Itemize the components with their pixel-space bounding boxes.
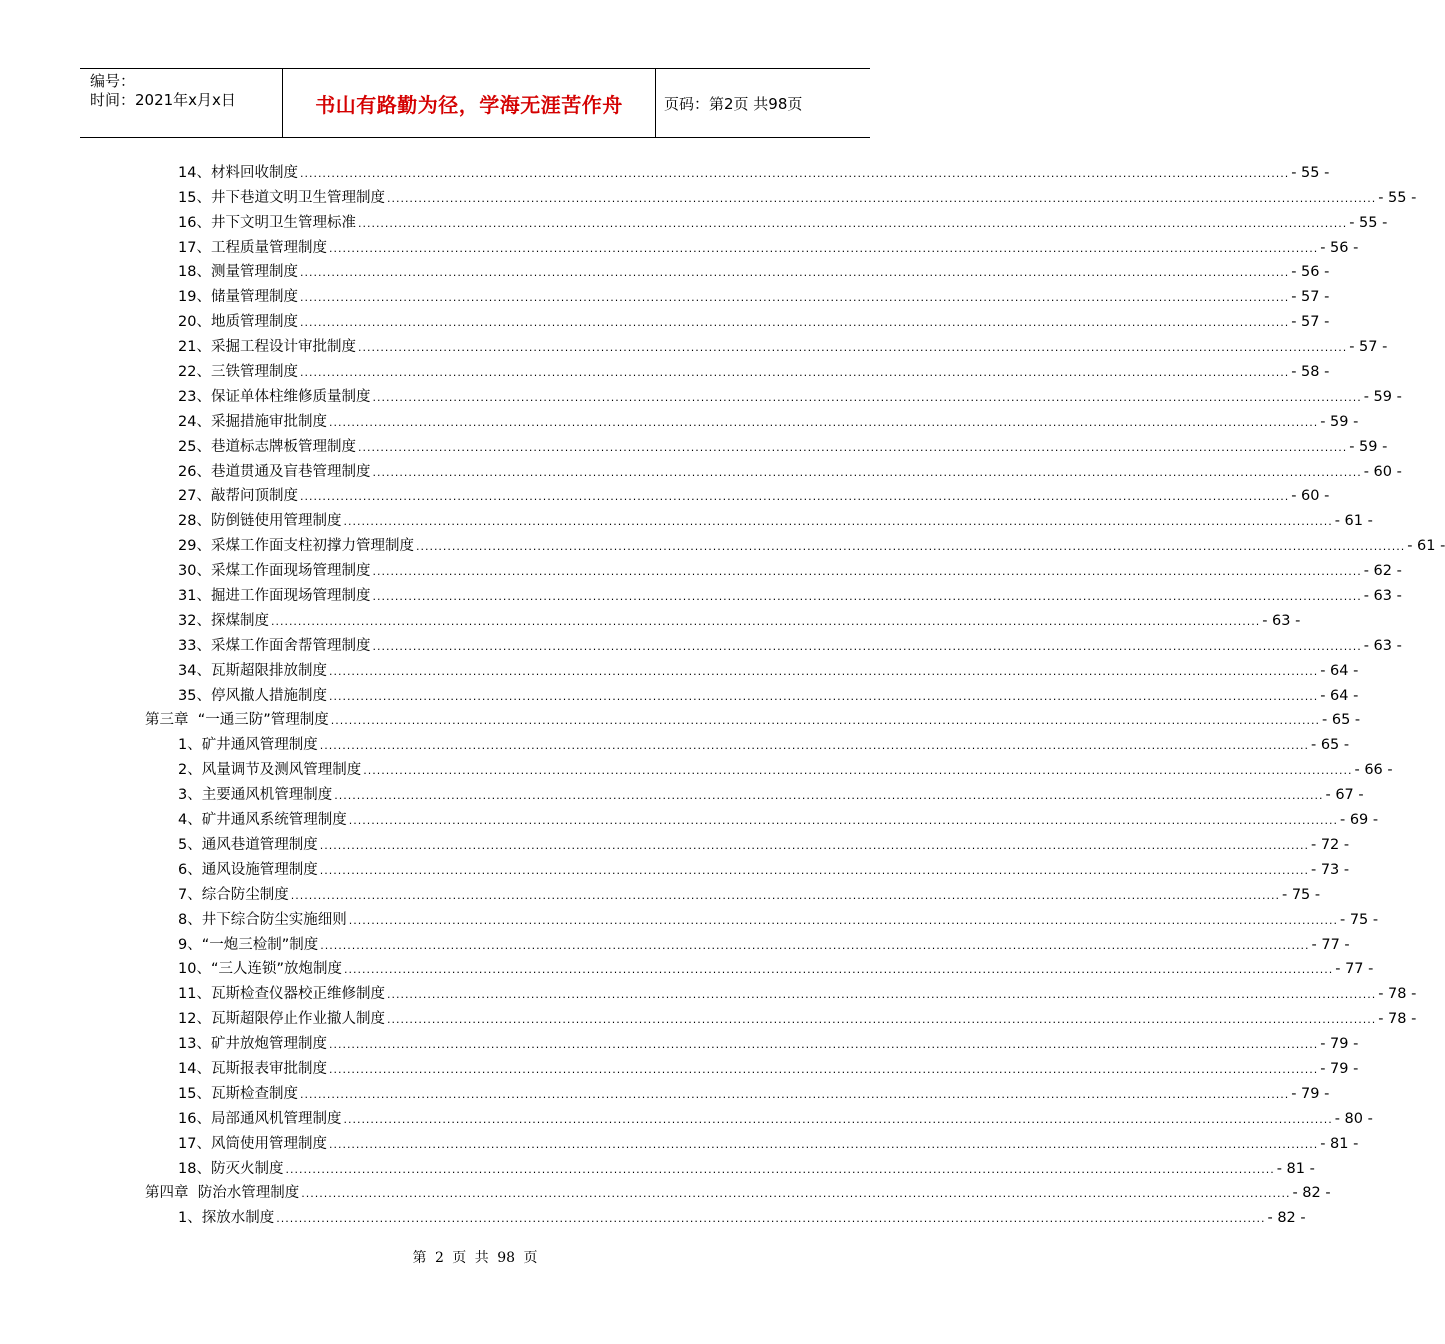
- toc-page-number: - 55 -: [1349, 214, 1388, 231]
- toc-page-number: - 61 -: [1334, 513, 1373, 530]
- toc-entry-title: 20、地质管理制度: [178, 314, 298, 331]
- toc-entry-row[interactable]: [145, 407, 1359, 432]
- toc-entry-row[interactable]: [145, 830, 1350, 855]
- toc-entry-title: 25、巷道标志牌板管理制度: [178, 438, 356, 455]
- toc-entry-row[interactable]: [145, 1154, 1315, 1179]
- toc-dot-leader: ............................................................................................................................................................................................................................: [357, 341, 1348, 355]
- toc-dot-leader: ............................................................................................................................................................................................................................: [299, 366, 1290, 380]
- toc-entry-row[interactable]: [145, 780, 1364, 805]
- toc-dot-leader: ............................................................................................................................................................................................................................: [276, 1212, 1266, 1226]
- toc-entry-row[interactable]: [145, 482, 1330, 507]
- toc-page-number: - 66 -: [1354, 762, 1393, 779]
- toc-entry-title: 34、瓦斯超限排放制度: [178, 662, 327, 679]
- toc-entry-title: 1、探放水制度: [178, 1210, 275, 1227]
- toc-chapter-row[interactable]: [145, 1179, 1331, 1204]
- toc-dot-leader: ............................................................................................................................................................................................................................: [343, 963, 1334, 977]
- toc-dot-leader: ............................................................................................................................................................................................................................: [386, 1013, 1377, 1027]
- toc-page-number: - 65 -: [1322, 712, 1361, 729]
- toc-dot-leader: ............................................................................................................................................................................................................................: [270, 614, 1261, 628]
- toc-page-number: - 58 -: [1291, 364, 1330, 381]
- toc-entry-row[interactable]: [145, 506, 1373, 531]
- toc-page-number: - 77 -: [1335, 961, 1374, 978]
- header-number-label: 编号：: [90, 72, 136, 90]
- toc-entry-title: 15、井下巷道文明卫生管理制度: [178, 189, 385, 206]
- toc-entry-title: 18、测量管理制度: [178, 264, 298, 281]
- toc-dot-leader: ............................................................................................................................................................................................................................: [299, 166, 1290, 180]
- toc-dot-leader: ............................................................................................................................................................................................................................: [299, 490, 1290, 504]
- toc-entry-row[interactable]: [145, 755, 1393, 780]
- toc-page-number: - 55 -: [1291, 164, 1330, 181]
- toc-dot-leader: ............................................................................................................................................................................................................................: [299, 316, 1290, 330]
- toc-entry-row[interactable]: [145, 1104, 1373, 1129]
- header-motto: 书山有路勤为径，学海无涯苦作舟: [282, 69, 656, 137]
- toc-page-number: - 57 -: [1291, 314, 1330, 331]
- toc-entry-title: 3、主要通风机管理制度: [178, 787, 333, 804]
- toc-entry-title: 26、巷道贯通及盲巷管理制度: [178, 463, 371, 480]
- toc-entry-title: 10、“三人连锁”放炮制度: [178, 961, 342, 978]
- toc-entry-row[interactable]: [145, 258, 1330, 283]
- header-meta: [80, 69, 282, 140]
- header-date: 时间：2021年x月x日: [90, 91, 236, 109]
- toc-dot-leader: ............................................................................................................................................................................................................................: [328, 241, 1319, 255]
- toc-page-number: - 57 -: [1349, 339, 1388, 356]
- toc-page-number: - 64 -: [1320, 687, 1359, 704]
- toc-dot-leader: ............................................................................................................................................................................................................................: [372, 639, 1362, 653]
- toc-page-number: - 79 -: [1320, 1060, 1359, 1077]
- toc-dot-leader: ............................................................................................................................................................................................................................: [328, 689, 1319, 703]
- toc-page-number: - 81 -: [1276, 1160, 1315, 1177]
- toc-entry-title: 30、采煤工作面现场管理制度: [178, 563, 371, 580]
- toc-dot-leader: ............................................................................................................................................................................................................................: [299, 291, 1290, 305]
- toc-entry-title: 29、采煤工作面支柱初撑力管理制度: [178, 538, 414, 555]
- toc-entry-row[interactable]: [145, 183, 1417, 208]
- toc-dot-leader: ............................................................................................................................................................................................................................: [285, 1162, 1275, 1176]
- toc-entry-row[interactable]: [145, 282, 1330, 307]
- table-of-contents: [145, 158, 1445, 1228]
- toc-entry-row[interactable]: [145, 531, 1445, 556]
- toc-entry-title: 第三章 “一通三防”管理制度: [145, 712, 329, 729]
- toc-entry-title: 32、探煤制度: [178, 612, 269, 629]
- toc-chapter-row[interactable]: [145, 706, 1361, 731]
- page-header: [80, 68, 870, 138]
- toc-dot-leader: ............................................................................................................................................................................................................................: [372, 390, 1362, 404]
- toc-page-number: - 67 -: [1325, 787, 1364, 804]
- toc-entry-title: 17、工程质量管理制度: [178, 239, 327, 256]
- toc-entry-row[interactable]: [145, 158, 1330, 183]
- toc-entry-title: 16、局部通风机管理制度: [178, 1110, 342, 1127]
- toc-page-number: - 56 -: [1320, 239, 1359, 256]
- toc-entry-title: 21、采掘工程设计审批制度: [178, 339, 356, 356]
- toc-page-number: - 82 -: [1267, 1210, 1306, 1227]
- toc-dot-leader: ............................................................................................................................................................................................................................: [386, 191, 1377, 205]
- toc-entry-row[interactable]: [145, 1079, 1330, 1104]
- toc-entry-title: 1、矿井通风管理制度: [178, 737, 318, 754]
- toc-entry-row[interactable]: [145, 1029, 1359, 1054]
- toc-entry-row[interactable]: [145, 457, 1402, 482]
- toc-dot-leader: ............................................................................................................................................................................................................................: [319, 838, 1309, 852]
- toc-page-number: - 57 -: [1291, 289, 1330, 306]
- toc-page-number: - 61 -: [1407, 538, 1445, 555]
- toc-dot-leader: ............................................................................................................................................................................................................................: [372, 565, 1362, 579]
- toc-entry-title: 31、掘进工作面现场管理制度: [178, 588, 371, 605]
- toc-entry-row[interactable]: [145, 606, 1301, 631]
- toc-dot-leader: ............................................................................................................................................................................................................................: [299, 1087, 1290, 1101]
- toc-dot-leader: ............................................................................................................................................................................................................................: [357, 440, 1348, 454]
- toc-entry-row[interactable]: [145, 1129, 1359, 1154]
- toc-dot-leader: ............................................................................................................................................................................................................................: [290, 888, 1280, 902]
- toc-entry-title: 16、井下文明卫生管理标准: [178, 214, 356, 231]
- toc-page-number: - 82 -: [1292, 1185, 1331, 1202]
- toc-page-number: - 78 -: [1378, 986, 1417, 1003]
- toc-dot-leader: ............................................................................................................................................................................................................................: [299, 266, 1290, 280]
- toc-entry-row[interactable]: [145, 581, 1402, 606]
- toc-entry-title: 17、风筒使用管理制度: [178, 1135, 327, 1152]
- toc-dot-leader: ............................................................................................................................................................................................................................: [343, 515, 1333, 529]
- toc-page-number: - 75 -: [1281, 886, 1321, 903]
- toc-page-number: - 59 -: [1320, 413, 1359, 430]
- toc-entry-title: 22、三铁管理制度: [178, 364, 298, 381]
- toc-entry-title: 15、瓦斯检查制度: [178, 1085, 298, 1102]
- toc-page-number: - 79 -: [1320, 1036, 1359, 1053]
- toc-dot-leader: ............................................................................................................................................................................................................................: [348, 913, 1338, 927]
- toc-dot-leader: ............................................................................................................................................................................................................................: [328, 415, 1319, 429]
- toc-page-number: - 75 -: [1339, 911, 1379, 928]
- toc-dot-leader: ............................................................................................................................................................................................................................: [301, 1187, 1291, 1201]
- toc-entry-row[interactable]: [145, 805, 1379, 830]
- toc-page-number: - 56 -: [1291, 264, 1330, 281]
- toc-entry-row[interactable]: [145, 1004, 1417, 1029]
- toc-entry-title: 8、井下综合防尘实施细则: [178, 911, 347, 928]
- toc-page-number: - 64 -: [1320, 662, 1359, 679]
- toc-entry-title: 12、瓦斯超限停止作业撤人制度: [178, 1011, 385, 1028]
- toc-entry-title: 35、停风撤人措施制度: [178, 687, 327, 704]
- toc-entry-row[interactable]: [145, 905, 1379, 930]
- toc-entry-title: 第四章 防治水管理制度: [145, 1185, 300, 1202]
- toc-dot-leader: ............................................................................................................................................................................................................................: [328, 1062, 1319, 1076]
- toc-entry-title: 13、矿井放炮管理制度: [178, 1036, 327, 1053]
- toc-entry-title: 33、采煤工作面舍帮管理制度: [178, 637, 371, 654]
- toc-page-number: - 63 -: [1262, 612, 1301, 629]
- toc-entry-row[interactable]: [145, 955, 1374, 980]
- toc-entry-row[interactable]: [145, 382, 1402, 407]
- toc-entry-row[interactable]: [145, 855, 1350, 880]
- toc-page-number: - 55 -: [1378, 189, 1417, 206]
- toc-entry-title: 11、瓦斯检查仪器校正维修制度: [178, 986, 385, 1003]
- toc-page-number: - 73 -: [1310, 861, 1350, 878]
- toc-entry-title: 2、风量调节及测风管理制度: [178, 762, 362, 779]
- toc-entry-title: 18、防灭火制度: [178, 1160, 284, 1177]
- toc-page-number: - 65 -: [1310, 737, 1350, 754]
- toc-entry-title: 7、综合防尘制度: [178, 886, 289, 903]
- toc-entry-title: 6、通风设施管理制度: [178, 861, 318, 878]
- toc-page-number: - 79 -: [1291, 1085, 1330, 1102]
- toc-page-number: - 62 -: [1363, 563, 1402, 580]
- toc-entry-row[interactable]: [145, 432, 1388, 457]
- toc-dot-leader: ............................................................................................................................................................................................................................: [334, 789, 1324, 803]
- toc-entry-row[interactable]: [145, 208, 1388, 233]
- toc-page-number: - 77 -: [1311, 936, 1350, 953]
- toc-dot-leader: ............................................................................................................................................................................................................................: [328, 1038, 1319, 1052]
- toc-dot-leader: ............................................................................................................................................................................................................................: [328, 1137, 1319, 1151]
- header-page-info: 页码：第2页 共98页: [664, 94, 803, 113]
- toc-entry-title: 19、储量管理制度: [178, 289, 298, 306]
- toc-entry-row[interactable]: [145, 1203, 1306, 1228]
- toc-dot-leader: ............................................................................................................................................................................................................................: [372, 590, 1362, 604]
- toc-page-number: - 59 -: [1349, 438, 1388, 455]
- toc-page-number: - 63 -: [1363, 637, 1402, 654]
- toc-dot-leader: ............................................................................................................................................................................................................................: [415, 540, 1406, 554]
- toc-entry-title: 14、材料回收制度: [178, 164, 298, 181]
- toc-dot-leader: ............................................................................................................................................................................................................................: [320, 938, 1310, 952]
- page-footer: 第 2 页 共 98 页: [412, 1250, 538, 1266]
- toc-entry-row[interactable]: [145, 307, 1330, 332]
- toc-entry-row[interactable]: [145, 1054, 1359, 1079]
- toc-dot-leader: ............................................................................................................................................................................................................................: [330, 714, 1320, 728]
- toc-entry-row[interactable]: [145, 357, 1330, 382]
- toc-page-number: - 60 -: [1363, 463, 1402, 480]
- toc-dot-leader: ............................................................................................................................................................................................................................: [372, 465, 1362, 479]
- toc-entry-row[interactable]: [145, 730, 1350, 755]
- toc-entry-title: 24、采掘措施审批制度: [178, 413, 327, 430]
- toc-dot-leader: ............................................................................................................................................................................................................................: [348, 814, 1338, 828]
- toc-page-number: - 59 -: [1363, 388, 1402, 405]
- toc-dot-leader: ............................................................................................................................................................................................................................: [386, 988, 1377, 1002]
- toc-entry-title: 28、防倒链使用管理制度: [178, 513, 342, 530]
- toc-entry-row[interactable]: [145, 979, 1417, 1004]
- toc-entry-title: 4、矿井通风系统管理制度: [178, 812, 347, 829]
- toc-entry-title: 23、保证单体柱维修质量制度: [178, 388, 371, 405]
- toc-entry-row[interactable]: [145, 681, 1359, 706]
- toc-page-number: - 60 -: [1291, 488, 1330, 505]
- toc-entry-row[interactable]: [145, 332, 1388, 357]
- toc-entry-row[interactable]: [145, 930, 1350, 955]
- toc-page-number: - 69 -: [1339, 812, 1379, 829]
- toc-page-number: - 80 -: [1334, 1110, 1373, 1127]
- toc-entry-row[interactable]: [145, 556, 1402, 581]
- toc-page-number: - 63 -: [1363, 588, 1402, 605]
- toc-entry-title: 5、通风巷道管理制度: [178, 836, 318, 853]
- toc-dot-leader: ............................................................................................................................................................................................................................: [319, 739, 1309, 753]
- toc-dot-leader: ............................................................................................................................................................................................................................: [343, 1112, 1333, 1126]
- toc-entry-title: 14、瓦斯报表审批制度: [178, 1060, 327, 1077]
- toc-dot-leader: ............................................................................................................................................................................................................................: [328, 664, 1319, 678]
- toc-entry-row[interactable]: [145, 631, 1402, 656]
- toc-page-number: - 78 -: [1378, 1011, 1417, 1028]
- toc-entry-title: 27、敲帮问顶制度: [178, 488, 298, 505]
- toc-entry-title: 9、“一炮三检制”制度: [178, 936, 319, 953]
- toc-dot-leader: ............................................................................................................................................................................................................................: [319, 863, 1309, 877]
- toc-entry-row[interactable]: [145, 233, 1359, 258]
- toc-page-number: - 81 -: [1320, 1135, 1359, 1152]
- toc-dot-leader: ............................................................................................................................................................................................................................: [357, 216, 1348, 230]
- toc-entry-row[interactable]: [145, 880, 1321, 905]
- toc-dot-leader: ............................................................................................................................................................................................................................: [363, 764, 1353, 778]
- toc-entry-row[interactable]: [145, 656, 1359, 681]
- toc-page-number: - 72 -: [1310, 836, 1350, 853]
